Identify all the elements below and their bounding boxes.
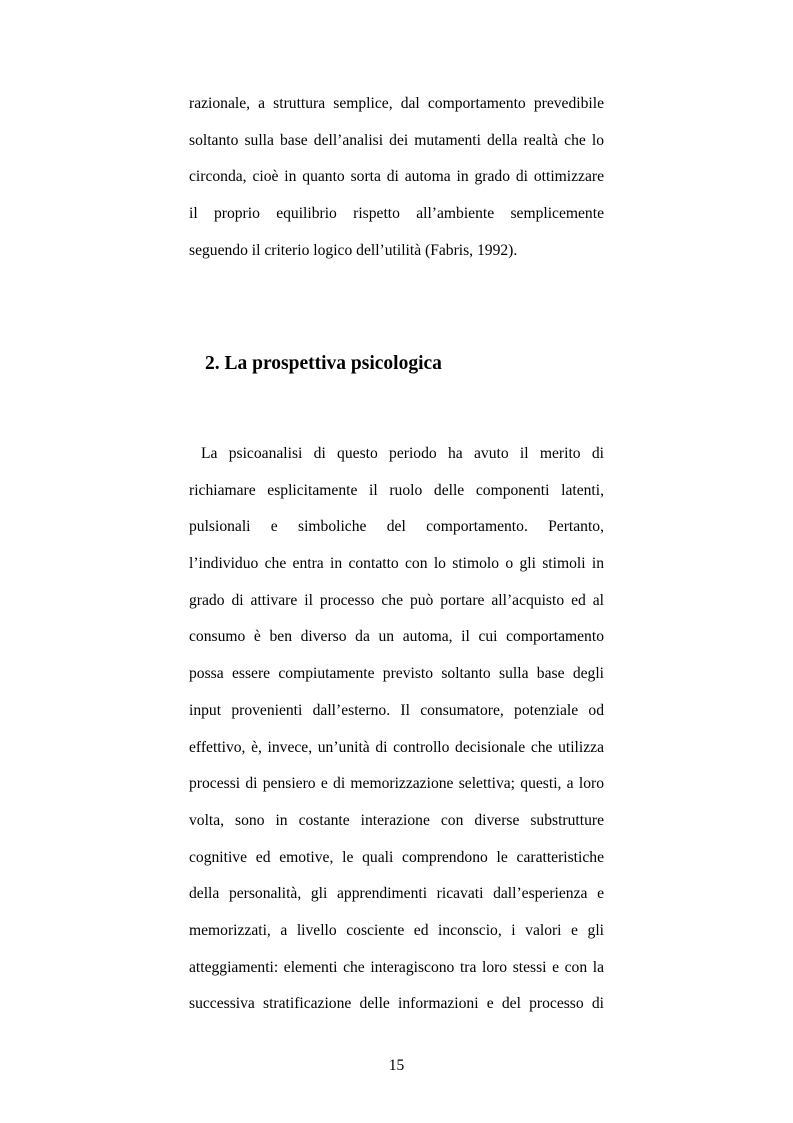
text-line: il proprio equilibrio rispetto all’ambiente semplicemente: [189, 205, 604, 223]
text-line: circonda, cioè in quanto sorta di automa in grado di ottimizzare: [189, 168, 604, 186]
paragraph-body: [189, 436, 604, 1023]
page-number: 15: [388, 1057, 405, 1074]
paragraph-continuation: [189, 86, 604, 269]
text-line: seguendo il criterio logico dell’utilità (Fabris, 1992).: [189, 241, 518, 259]
text-line: grado di attivare il processo che può portare all’acquisto ed al: [189, 591, 604, 609]
text-line: pulsionali e simboliche del comportamento. Pertanto,: [189, 518, 604, 536]
text-line: possa essere compiutamente previsto soltanto sulla base degli: [189, 665, 604, 683]
text-line: soltanto sulla base dell’analisi dei mutamenti della realtà che lo: [189, 131, 604, 149]
text-line: memorizzati, a livello cosciente ed inconscio, i valori e gli: [189, 921, 604, 939]
text-line: cognitive ed emotive, le quali comprendono le caratteristiche: [189, 848, 604, 866]
text-line: processi di pensiero e di memorizzazione selettiva; questi, a loro: [189, 775, 604, 793]
text-line: razionale, a struttura semplice, dal comportamento prevedibile: [189, 95, 604, 112]
text-line: input provenienti dall’esterno. Il consumatore, potenziale od: [189, 701, 604, 719]
text-line: consumo è ben diverso da un automa, il cui comportamento: [189, 628, 604, 646]
text-line: richiamare esplicitamente il ruolo delle componenti latenti,: [189, 481, 604, 499]
text-line: volta, sono in costante interazione con diverse substrutture: [189, 811, 604, 829]
text-line: della personalità, gli apprendimenti ricavati dall’esperienza e: [189, 885, 604, 903]
text-line: l’individuo che entra in contatto con lo stimolo o gli stimoli in: [189, 555, 604, 573]
text-line: atteggiamenti: elementi che interagiscono tra loro stessi e con la: [189, 958, 604, 976]
text-line: La psicoanalisi di questo periodo ha avuto il merito di: [201, 445, 604, 462]
text-line: successiva stratificazione delle informazioni e del processo di: [189, 995, 604, 1013]
text-line: effettivo, è, invece, un’unità di controllo decisionale che utilizza: [189, 738, 604, 756]
section-heading: 2. La prospettiva psicologica: [205, 353, 442, 374]
